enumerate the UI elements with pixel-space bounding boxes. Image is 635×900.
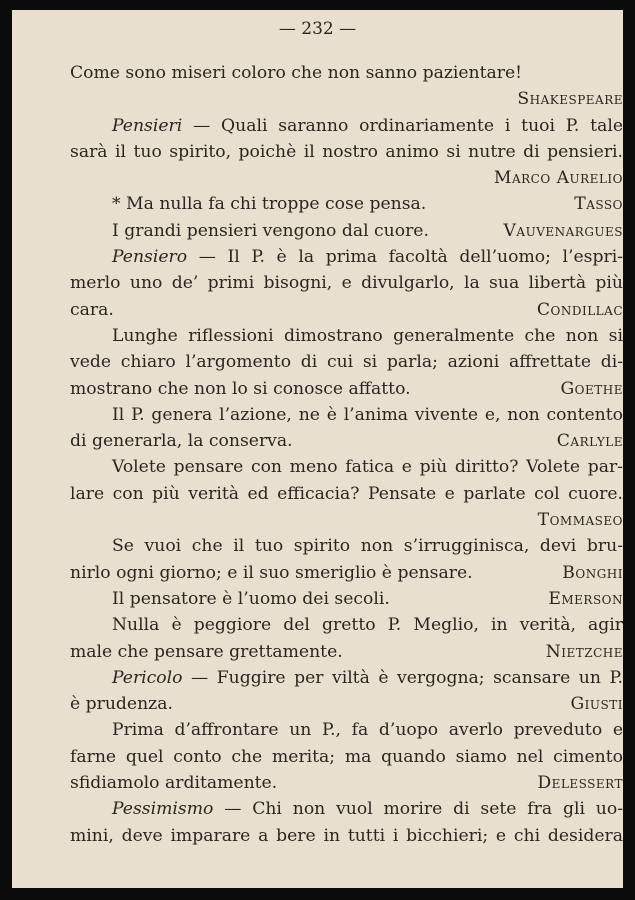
- author-name: Delessert: [537, 773, 623, 794]
- author-name: Bonghi: [562, 562, 623, 583]
- text-line: merlo uno de’ primi bisogni, e divulgarlo, la sua libertà più: [70, 273, 623, 294]
- text-line: sfidiamolo arditamente. Delessert: [70, 770, 623, 796]
- author-line: [70, 507, 623, 533]
- author-name: Giusti: [570, 694, 623, 715]
- author-name: Goethe: [560, 378, 623, 399]
- text-line: Pensiero — Il P. è la prima facoltà dell’uomo; l’espri-: [112, 247, 623, 268]
- author-line: [70, 165, 623, 191]
- author-name: Vauvenargues: [503, 220, 623, 241]
- author-name: Tasso: [574, 194, 623, 215]
- text-line: cara. Condillac: [70, 297, 623, 323]
- text-line: vede chiaro l’argomento di cui si parla; azioni affrettate di-: [70, 352, 623, 373]
- entry-heading: Pessimismo: [112, 799, 214, 820]
- text-line: di generarla, la conserva. Carlyle: [70, 428, 623, 454]
- text-line: Prima d’affrontare un P., fa d’uopo averlo preveduto e: [112, 720, 623, 741]
- text-line: Pensieri — Quali saranno ordinariamente i tuoi P. tale: [112, 115, 623, 136]
- text-line: Il P. genera l’azione, ne è l’anima vivente e, non contento: [112, 404, 623, 425]
- author-name: Marco Aurelio: [493, 168, 623, 189]
- author-line: [70, 86, 623, 112]
- author-name: Carlyle: [556, 431, 623, 452]
- book-page: [12, 10, 623, 888]
- text-line: mostrano che non lo si conosce affatto. Goethe: [70, 376, 623, 402]
- text-body: [70, 60, 623, 849]
- author-name: Tommaseo: [537, 510, 623, 531]
- entry-heading: Pensiero: [112, 247, 188, 268]
- text-line: Pessimismo — Chi non vuol morire di sete fra gli uo-: [112, 799, 623, 820]
- text-line: Lunghe riflessioni dimostrano generalmente che non si: [112, 325, 623, 346]
- text-line: Come sono miseri coloro che non sanno pazientare!: [70, 63, 523, 83]
- author-name: Condillac: [536, 299, 623, 320]
- text-line: nirlo ogni giorno; e il suo smeriglio è pensare. Bonghi: [70, 560, 623, 586]
- author-name: Shakespeare: [517, 89, 623, 110]
- text-line: è prudenza. Giusti: [70, 691, 623, 717]
- author-name: Nietzche: [545, 641, 623, 662]
- text-line: Nulla è peggiore del gretto P. Meglio, in verità, agir: [112, 615, 623, 636]
- text-line: sarà il tuo spirito, poichè il nostro animo si nutre di pensieri.: [70, 141, 623, 162]
- text-line: male che pensare grettamente. Nietzche: [70, 639, 623, 665]
- text-line: Pericolo — Fuggire per viltà è vergogna; scansare un P.: [112, 667, 623, 688]
- author-name: Emerson: [548, 588, 623, 609]
- entry-heading: Pensieri: [112, 115, 183, 136]
- text-line: farne quel conto che merita; ma quando siamo nel cimento: [70, 746, 623, 767]
- text-line: lare con più verità ed efficacia? Pensate e parlate col cuore.: [70, 483, 623, 504]
- text-line: * Ma nulla fa chi troppe cose pensa. Tasso: [70, 191, 623, 217]
- text-line: Volete pensare con meno fatica e più diritto? Volete par-: [112, 457, 623, 478]
- text-line: Se vuoi che il tuo spirito non s’irrugginisca, devi bru-: [112, 536, 623, 557]
- entry-heading: Pericolo: [112, 667, 183, 688]
- page-number: — 232 —: [278, 19, 357, 39]
- text-line: Il pensatore è l’uomo dei secoli. Emerson: [70, 586, 623, 612]
- text-line: I grandi pensieri vengono dal cuore. Vauvenargues: [70, 218, 623, 244]
- text-line: mini, deve imparare a bere in tutti i bicchieri; e chi desidera: [70, 825, 623, 846]
